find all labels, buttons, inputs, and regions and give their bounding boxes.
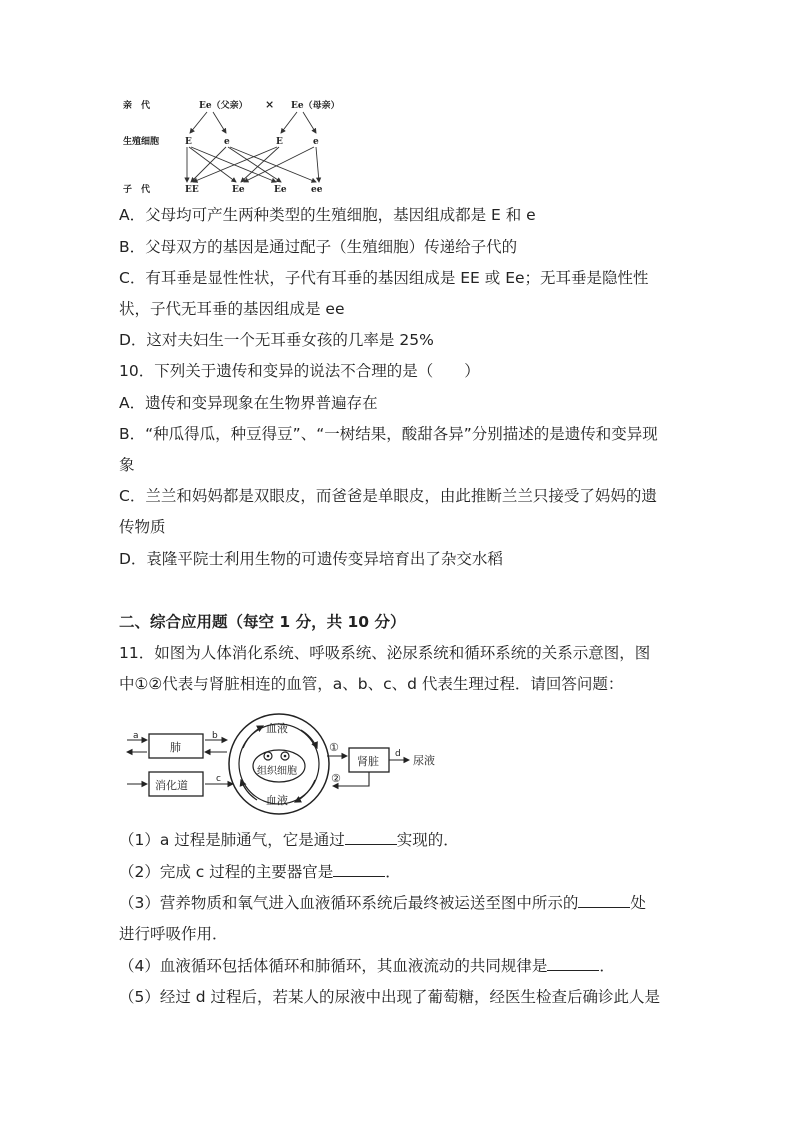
lung-label: 肺	[170, 741, 181, 754]
genetics-cross-diagram	[119, 90, 359, 198]
q11-sub-3-end: 处	[630, 894, 646, 912]
q10-option-a: A．遗传和变异现象在生物界普遍存在	[119, 394, 378, 412]
father-genotype: Ee（父亲）	[199, 101, 248, 111]
process-d-label: d	[395, 749, 401, 759]
body-systems-diagram	[123, 708, 463, 820]
q10-option-b: B．“种瓜得瓜，种豆得豆”、“一树结果，酸甜各异”分别描述的是遗传和变异现	[119, 425, 658, 443]
offspring-2: Ee	[232, 185, 245, 195]
q10-option-b-cont: 象	[119, 456, 135, 474]
q11-sub-5: （5）经过 d 过程后，若某人的尿液中出现了葡萄糖，经医生检查后确诊此人是	[119, 988, 661, 1006]
q11-stem-line1: 11．如图为人体消化系统、呼吸系统、泌尿系统和循环系统的关系示意图，图	[119, 644, 651, 662]
offspring-1: EE	[185, 185, 199, 195]
gamete-3: E	[276, 137, 283, 147]
gamete-1: E	[185, 137, 192, 147]
q11-sub-2-text: （2）完成 c 过程的主要器官是	[119, 863, 334, 881]
q11-sub-2-end: ．	[385, 863, 401, 881]
answer-blank-1[interactable]	[345, 830, 397, 845]
blood-top-label: 血液	[266, 722, 288, 735]
q9-option-b: B．父母双方的基因是通过配子（生殖细胞）传递给子代的	[119, 238, 518, 256]
q11-sub-3-cont: 进行呼吸作用．	[119, 925, 228, 943]
offspring-4: ee	[311, 185, 323, 195]
row-label-parents: 亲 代	[123, 101, 151, 111]
answer-blank-3[interactable]	[578, 893, 630, 908]
q11-sub-3-text: （3）营养物质和氧气进入血液循环系统后最终被运送至图中所示的	[119, 894, 579, 912]
q11-sub-4	[119, 956, 615, 976]
process-a-label: a	[133, 731, 139, 741]
row-label-offspring: 子 代	[123, 185, 151, 195]
blood-bottom-label: 血液	[266, 794, 288, 807]
q11-stem-line2: 中①②代表与肾脏相连的血管，a、b、c、d 代表生理过程．请回答问题：	[119, 675, 624, 693]
kidney-label: 肾脏	[357, 755, 379, 768]
answer-blank-2[interactable]	[333, 862, 385, 877]
urine-label: 尿液	[413, 754, 435, 767]
q10-option-c: C．兰兰和妈妈都是双眼皮，而爸爸是单眼皮，由此推断兰兰只接受了妈妈的遗	[119, 487, 657, 505]
cross-symbol: ×	[265, 98, 275, 111]
section-2-title: 二、综合应用题（每空 1 分，共 10 分）	[119, 613, 406, 631]
digestive-label: 消化道	[155, 779, 188, 792]
q10-stem: 10．下列关于遗传和变异的说法不合理的是（ ）	[119, 362, 480, 380]
q11-sub-1-text: （1）a 过程是肺通气，它是通过	[119, 831, 345, 849]
q10-option-c-cont: 传物质	[119, 518, 166, 536]
vessel-2-label: ②	[331, 772, 341, 785]
process-c-label: c	[216, 774, 221, 784]
q11-sub-4-text: （4）血液循环包括体循环和肺循环，其血液流动的共同规律是	[119, 957, 548, 975]
row-label-gametes: 生殖细胞	[123, 137, 160, 147]
q11-sub-3	[119, 893, 646, 913]
q11-sub-4-end: ．	[599, 957, 615, 975]
answer-blank-4[interactable]	[547, 956, 599, 971]
gamete-2: e	[224, 137, 230, 147]
tissue-cell-label: 组织细胞	[257, 766, 297, 777]
q9-option-a: A．父母均可产生两种类型的生殖细胞，基因组成都是 E 和 e	[119, 206, 536, 224]
q11-sub-1-end: 实现的．	[396, 831, 459, 849]
q9-option-d: D．这对夫妇生一个无耳垂女孩的几率是 25%	[119, 331, 434, 349]
q9-option-c-cont: 状，子代无耳垂的基因组成是 ee	[119, 300, 345, 318]
vessel-1-label: ①	[329, 741, 339, 754]
cross-arrows	[187, 112, 319, 182]
mother-genotype: Ee（母亲）	[291, 101, 340, 111]
q11-sub-2	[119, 862, 401, 882]
offspring-3: Ee	[274, 185, 287, 195]
gamete-4: e	[313, 137, 319, 147]
q11-sub-1	[119, 830, 459, 850]
q10-option-d: D．袁隆平院士利用生物的可遗传变异培育出了杂交水稻	[119, 550, 503, 568]
q9-option-c: C．有耳垂是显性性状，子代有耳垂的基因组成是 EE 或 Ee；无耳垂是隐性性	[119, 269, 649, 287]
process-b-label: b	[212, 731, 218, 741]
